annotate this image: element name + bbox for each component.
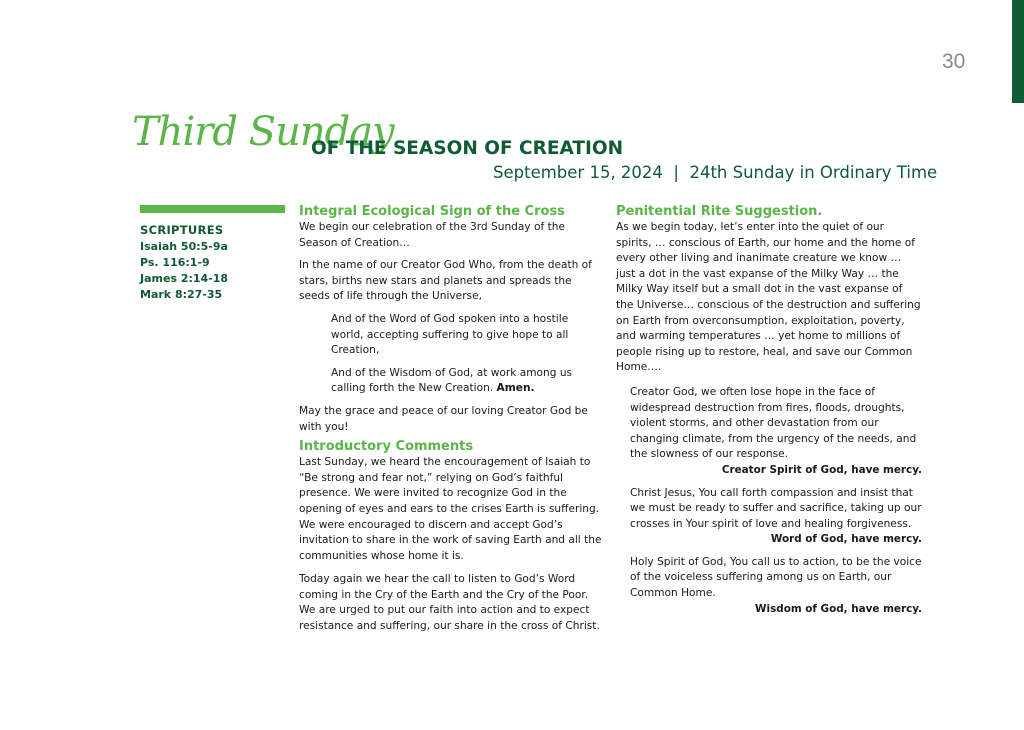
page-number: 30 [942,50,966,73]
paragraph: And of the Word of God spoken into a hostile world, accepting suffering to give hope to all Creation, [331,312,569,357]
petition-text: Creator God, we often lose hope in the face of widespread destruction from fires, floods, droughts, violent storms, and other devastation from our changing climate, from the urgency of the needs, and the slowness of our response. [630,385,917,461]
scripture-accent-bar [140,205,285,213]
reading-ref: James 2:14-18 [140,272,229,285]
reading-ref: Mark 8:27-35 [140,288,223,301]
petition-text: Christ Jesus, You call forth compassion and insist that we must be ready to suffer and sacrifice, taking up our crosses in Your spirit of love and healing forgiveness. [630,486,922,530]
scriptures-heading: SCRIPTURES [140,223,224,237]
reading-ref: Ps. 116:1-9 [140,256,210,269]
paragraph: In the name of our Creator God Who, from the death of stars, births new stars and planets and spreads the seeds of life through the Universe, [299,259,592,303]
date-line: September 15, 2024 | 24th Sunday in Ordinary Time [493,163,938,182]
paragraph: As we begin today, let’s enter into the quiet of our spirits, … conscious of Earth, our home and the home of every other living and inanimate creature we know … just a dot in the vast expanse of the Milky Way … the Milky Way itself but a small dot in the vast expanse of the Universe… conscious of the destruction and suffering on Earth from overconsumption, exploitation, poverty, and warming temperatures … yet home to millions of people rising up to restore, heal, and save our Common Home…. [616,221,921,374]
petition-response: Wisdom of God, have mercy. [755,602,922,615]
paragraph: May the grace and peace of our loving Creator God be with you! [299,404,588,433]
script-title: Third Sunday [132,109,394,155]
petition-response: Creator Spirit of God, have mercy. [721,463,922,476]
penitential-heading: Penitential Rite Suggestion. [616,204,823,219]
paragraph-text: And of the Wisdom of God, at work among us calling forth the New Creation. [331,366,573,395]
introductory-heading: Introductory Comments [299,439,474,455]
paragraph: We begin our celebration of the 3rd Sunday of the Season of Creation… [299,221,565,249]
petition-text: Holy Spirit of God, You call us to action, to be the voice of the voiceless suffering among us on Earth, our Common Home. [630,555,922,600]
paragraph: Last Sunday, we heard the encouragement of Isaiah to “Be strong and fear not,” relying on God’s faithful presence. We were invited to recognize God in the opening of eyes and ears to the crises Earth is suffering. We were encouraged to discern and accept God’s invitation to share in the work of saving Earth and all the communities whose home it is. [299,456,602,562]
petition-response: Word of God, have mercy. [770,533,922,546]
left-column [299,204,604,642]
page-title: OF THE SEASON OF CREATION [311,138,624,159]
paragraph: Today again we hear the call to listen to God’s Word coming in the Cry of the Earth and the Cry of the Poor. We are urged to put our faith into action and to expect resistance and suffering, our share in the cross of Christ. [299,573,600,633]
reading-ref: Isaiah 50:5-9a [140,240,228,253]
scriptures-list [140,223,290,303]
right-column [616,204,922,624]
page-edge-tab [1012,0,1024,103]
amen-text: Amen. [496,382,535,395]
paragraph [331,366,604,397]
sign-of-cross-heading: Integral Ecological Sign of the Cross [299,204,565,219]
